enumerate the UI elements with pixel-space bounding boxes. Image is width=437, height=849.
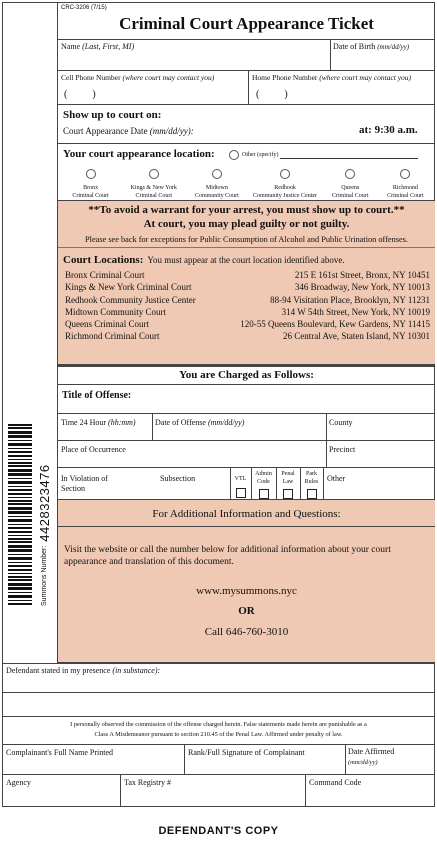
time24-label: Time 24 Hour <box>61 418 107 427</box>
dob-label: Date of Birth <box>333 42 376 51</box>
barcode-bar <box>8 576 32 578</box>
court-address: 314 W 54th Street, New York, NY 10019 <box>281 306 430 317</box>
court-name: Redhook Community Justice Center <box>65 294 196 305</box>
violation-field[interactable]: In Violation of Section <box>61 474 108 493</box>
divider <box>330 39 331 71</box>
barcode-bar <box>8 516 32 517</box>
barcode-bar <box>8 469 32 472</box>
complainant-name-field[interactable]: Complainant's Full Name Printed <box>6 748 113 757</box>
name-hint: (Last, First, MI) <box>82 42 135 51</box>
appearance-date-label: Court Appearance Date <box>63 126 148 136</box>
list-item <box>65 319 430 331</box>
divider <box>152 414 153 441</box>
barcode-bar <box>8 459 32 460</box>
date-affirmed-field[interactable] <box>348 747 394 768</box>
date-offense-field[interactable] <box>155 418 244 428</box>
barcode-bar <box>8 465 32 467</box>
phone-number[interactable]: Call 646-760-3010 <box>204 626 289 638</box>
barcode-bar <box>8 481 32 484</box>
other-label: Other (specify) <box>242 152 279 158</box>
list-item <box>65 295 430 307</box>
barcode-bar <box>8 497 32 498</box>
barcode-bar <box>8 538 32 540</box>
appearance-time: at: 9:30 a.m. <box>359 124 418 136</box>
barcode-bar <box>8 557 32 560</box>
additional-info-heading: For Additional Information and Questions: <box>152 508 341 520</box>
subsection-field[interactable]: Subsection <box>160 474 196 483</box>
court-name: Bronx Criminal Court <box>65 270 145 280</box>
defendant-stated-line <box>2 692 435 693</box>
barcode-bar <box>8 462 32 464</box>
court-locations-header <box>63 250 345 268</box>
vtl-option[interactable] <box>230 470 251 503</box>
name-label: Name <box>61 42 81 51</box>
barcode-bar <box>8 583 32 586</box>
show-up-heading: Show up to court on: <box>63 109 162 121</box>
option-line2: Criminal Court <box>387 193 424 199</box>
court-name: Midtown Community Court <box>65 306 167 317</box>
warning-line3: Please see back for exceptions for Public Consumption of Alcohol and Public Urination offenses. <box>85 235 408 244</box>
park-label: Park Rules <box>304 471 319 485</box>
court-name: Richmond Criminal Court <box>65 331 160 342</box>
admin-option[interactable] <box>251 470 276 504</box>
park-option[interactable] <box>300 470 323 504</box>
option-line2: Criminal Court <box>331 193 369 199</box>
divider <box>345 745 346 775</box>
barcode-bar <box>8 592 32 593</box>
court-address: 346 Broadway, New York, NY 10013 <box>294 282 430 293</box>
place-field[interactable]: Place of Occurrence <box>61 445 126 454</box>
form-code: CRC-3206 (7/15) <box>61 5 107 11</box>
penal-option[interactable] <box>276 470 300 504</box>
home-paren: ( ) <box>256 89 288 100</box>
location-radio[interactable] <box>86 169 96 179</box>
summons-label: Summons Number: <box>40 545 48 606</box>
barcode-bar <box>8 549 32 552</box>
date-affirmed-label: Date Affirmed <box>348 747 395 756</box>
tax-registry-field[interactable]: Tax Registry # <box>124 778 171 787</box>
barcode-bar <box>8 486 32 487</box>
agency-row <box>2 775 435 807</box>
defendant-stated-label: Defendant stated in my presence <box>6 666 111 675</box>
location-option-queens[interactable] <box>325 166 375 200</box>
list-item <box>65 270 430 282</box>
precinct-field[interactable]: Precinct <box>329 445 356 454</box>
barcode-bar <box>8 455 32 457</box>
location-radio[interactable] <box>280 169 290 179</box>
barcode-bar <box>8 443 32 446</box>
barcode-bar <box>8 527 32 529</box>
barcode-bar <box>8 579 32 581</box>
cell-hint: (where court may contact you) <box>122 73 215 82</box>
barcode-bar <box>8 554 32 555</box>
summons-number: 4428323476 <box>36 464 52 542</box>
divider <box>305 775 306 807</box>
command-code-field[interactable]: Command Code <box>309 778 362 787</box>
barcode-bar <box>8 493 32 495</box>
warning-line2: At court, you may plead guilty or not guilty. <box>143 218 350 230</box>
location-radio[interactable] <box>212 169 222 179</box>
other-field[interactable]: Other <box>327 474 346 483</box>
barcode-bar <box>8 473 32 476</box>
time24-hint: (hh:mm) <box>108 418 136 427</box>
option-line2: Criminal Court <box>135 193 172 199</box>
or-text: OR <box>238 605 255 617</box>
court-locations-subheading: You must appear at the court location identified above. <box>147 255 345 265</box>
court-address: 120-55 Queens Boulevard, Kew Gardens, NY 11415 <box>240 319 430 330</box>
defendant-stated-field[interactable] <box>6 666 160 676</box>
dob-field[interactable] <box>333 42 409 52</box>
list-item <box>65 307 430 319</box>
appearance-date-hint: (mm/dd/yy): <box>149 126 194 136</box>
option-line1: Midtown <box>205 185 228 191</box>
location-option-midtown[interactable] <box>189 166 245 200</box>
location-heading: Your court appearance location: <box>63 148 215 160</box>
dob-hint: (mm/dd/yy) <box>377 43 410 51</box>
defendant-stated-hint: (in substance): <box>112 666 161 675</box>
barcode-bar <box>8 500 32 502</box>
home-field[interactable] <box>252 74 411 82</box>
option-line2: Community Court <box>194 193 239 199</box>
barcode-bar <box>8 478 32 479</box>
cell-field[interactable] <box>61 74 214 82</box>
barcode-bar <box>8 541 32 543</box>
home-label: Home Phone Number <box>252 73 318 82</box>
barcode-bar <box>8 511 32 514</box>
barcode-bar <box>8 587 32 590</box>
barcode-bar <box>8 573 32 574</box>
affirmation-line2: Class A Misdemeanor pursuant to section 210.45 of the Penal Law. Affirmed under penalty of law. <box>94 731 343 738</box>
barcode-bar <box>8 435 32 438</box>
location-options <box>60 166 433 200</box>
location-radio[interactable] <box>345 169 355 179</box>
option-line2: Criminal Court <box>72 193 109 199</box>
penal-checkbox[interactable] <box>283 489 293 499</box>
barcode-bar <box>8 427 32 429</box>
penal-label: Penal Law <box>281 471 295 485</box>
barcode-bar <box>8 569 32 571</box>
additional-info-section <box>58 500 435 663</box>
barcode-bar <box>8 507 32 510</box>
barcode-bar <box>8 565 32 567</box>
warning-line1: **To avoid a warrant for your arrest, you must show up to court.** <box>88 204 405 216</box>
barcode-bar <box>8 519 32 522</box>
other-location-option[interactable] <box>229 150 418 160</box>
court-locations-heading: Court Locations: <box>63 254 144 266</box>
option-line2: Community Justice Center <box>253 193 318 199</box>
barcode-bar <box>8 600 32 601</box>
barcode-bar <box>8 503 32 505</box>
vtl-checkbox[interactable] <box>236 488 246 498</box>
barcode-bar <box>8 545 32 548</box>
barcode-bar <box>8 424 32 426</box>
court-locations-list <box>65 270 430 344</box>
date-offense-hint: (mm/dd/yy) <box>207 418 245 427</box>
barcode-bar <box>8 451 32 453</box>
court-locations-divider <box>58 247 435 248</box>
page-title: Criminal Court Appearance Ticket <box>119 14 374 33</box>
barcode-bar <box>8 531 32 533</box>
barcode <box>8 424 32 606</box>
court-address: 215 E 161st Street, Bronx, NY 10451 <box>294 270 430 280</box>
barcode-bar <box>8 489 32 491</box>
location-radio[interactable] <box>400 169 410 179</box>
barcode-bar <box>8 448 32 449</box>
other-radio[interactable] <box>229 150 239 160</box>
complainant-signature-field[interactable]: Rank/Full Signature of Complainant <box>188 748 305 757</box>
option-line1: Queens <box>341 185 360 191</box>
title-offense-field[interactable]: Title of Offense: <box>62 390 132 401</box>
divider <box>120 775 121 807</box>
option-line1: Redhook <box>274 185 296 191</box>
home-hint: (where court may contact you) <box>319 73 412 82</box>
court-address: 88-94 Visitation Place, Brooklyn, NY 11231 <box>270 294 430 305</box>
date-affirmed-hint: (mm/dd/yy) <box>348 759 378 766</box>
county-field[interactable]: County <box>329 418 353 427</box>
appearance-date-field[interactable] <box>63 126 194 136</box>
barcode-bar <box>8 535 32 536</box>
park-checkbox[interactable] <box>307 489 317 499</box>
time24-field[interactable] <box>61 418 136 428</box>
divider <box>248 71 249 105</box>
date-offense-label: Date of Offense <box>155 418 206 427</box>
copy-label: DEFENDANT'S COPY <box>158 825 279 837</box>
divider <box>184 745 185 775</box>
barcode-bar <box>8 440 32 441</box>
location-option-richmond[interactable] <box>380 166 430 200</box>
barcode-bar <box>8 431 32 434</box>
court-name: Queens Criminal Court <box>65 319 149 330</box>
location-option-kings-ny[interactable] <box>124 166 184 200</box>
option-line1: Richmond <box>392 185 418 191</box>
court-address: 26 Central Ave, Staten Island, NY 10301 <box>283 331 430 342</box>
barcode-bar <box>8 603 32 605</box>
additional-info-body: Visit the website or call the number below for additional information about your court appearance and translation of this document. <box>64 545 391 567</box>
name-field[interactable] <box>61 42 134 52</box>
admin-checkbox[interactable] <box>259 489 269 499</box>
option-line1: Kings & New York <box>130 185 177 191</box>
location-option-redhook[interactable] <box>250 166 320 200</box>
barcode-bar <box>8 524 32 525</box>
barcode-bar <box>8 595 32 598</box>
affirmation-line1: I personally observed the commission of the offense charged herein. False statements made herein are punishable as a <box>70 721 367 728</box>
option-line1: Bronx <box>83 185 99 191</box>
divider <box>323 468 324 500</box>
charged-heading: You are Charged as Follows: <box>179 369 314 381</box>
summons-number-block <box>34 424 54 606</box>
list-item <box>65 282 430 294</box>
location-option-bronx[interactable] <box>63 166 119 200</box>
agency-field[interactable]: Agency <box>6 778 31 787</box>
website-link[interactable]: www.mysummons.nyc <box>196 585 297 597</box>
cell-paren: ( ) <box>64 89 96 100</box>
admin-label: Admin Code <box>255 471 272 485</box>
court-name: Kings & New York Criminal Court <box>65 282 192 293</box>
vtl-label: VTL <box>234 476 247 482</box>
cell-label: Cell Phone Number <box>61 73 121 82</box>
list-item <box>65 331 430 343</box>
additional-info-divider <box>58 526 435 527</box>
location-radio[interactable] <box>149 169 159 179</box>
barcode-bar <box>8 562 32 563</box>
other-line <box>280 152 418 159</box>
